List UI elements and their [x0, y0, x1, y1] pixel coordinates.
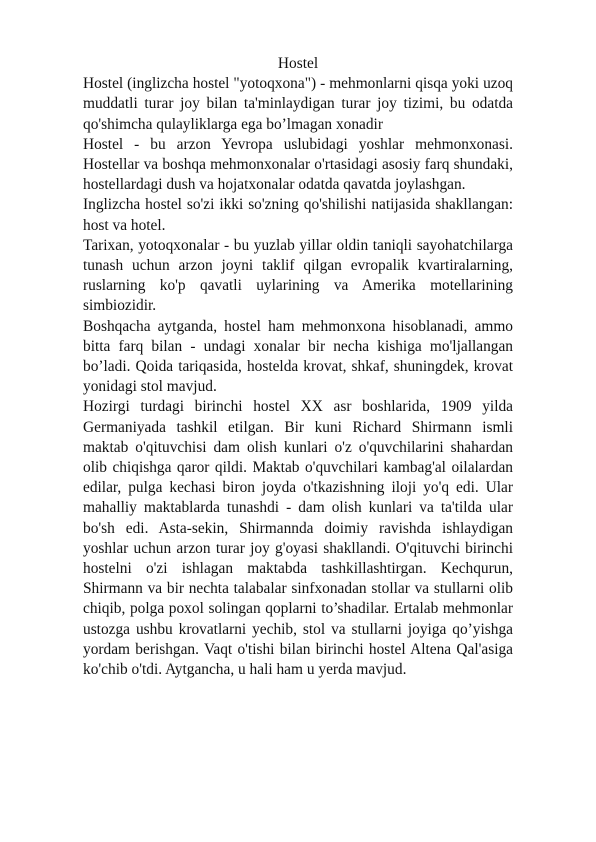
paragraph-history: Tarixan, yotoqxonalar - bu yuzlab yillar oldin taniqli sayohatchilarga tunash uchun arzon joyni taklif qilgan evropalik kvartiralarning, ruslarning ko'p qavatli uylarining va Amerika motellarining simbiozidir. — [83, 236, 513, 315]
paragraph-definition: Hostel (inglizcha hostel "yotoqxona") - mehmonlarni qisqa yoki uzoq muddatli turar joy bilan ta'minlaydigan turar joy tizimi, bu odatda qo'shimcha qulayliklarga ega bo’lmagan xonadir — [83, 75, 513, 133]
paragraph-etymology: Inglizcha hostel so'zi ikki so'zning qo'shilishi natijasida shakllangan: host va hotel. — [83, 196, 513, 234]
document-page — [83, 54, 513, 680]
paragraph-difference: Boshqacha aytganda, hostel ham mehmonxona hisoblanadi, ammo bitta farq bilan - undagi xonalar bir necha kishiga mo'ljallangan bo’ladi. Qoida tariqasida, hostelda krovat, shkaf, shuningdek, krovat yonidagi stol mavjud. — [83, 317, 513, 396]
document-title: Hostel — [277, 55, 319, 72]
paragraph-first-hostel: Hozirgi turdagi birinchi hostel XX asr boshlarida, 1909 yilda Germaniyada tashkil etilgan. Bir kuni Richard Shirmann ismli maktab o'qituvchisi dam olish kunlari o'z o'quvchilarini shahardan olib chiqishga qaror qildi. Maktab o'quvchilari kambag'al oilalardan edilar, pulga kechasi biron joyda o'tkazishning iloji yo'q edi. Ular mahalliy maktablarda tunashdi - dam olish kunlari va ta'tilda ular bo'sh edi. Asta-sekin, Shirmannda doimiy ravishda ishlaydigan yoshlar uchun arzon turar joy g'oyasi shakllandi. O'qituvchi birinchi hostelni o'zi ishlagan maktabda tashkillashtirgan. Kechqurun, Shirmann va bir nechta talabalar sinfxonadan stollar va stullarni olib chiqib, polga poxol solingan qoplarni to’shadilar. Ertalab mehmonlar ustozga ushbu krovatlarni yechib, stol va stullarni joyiga qo’yishga yordam berishgan. Vaqt o'tishi bilan birinchi hostel Altena Qal'asiga ko'chib o'tdi. Aytgancha, u hali ham u yerda mavjud. — [83, 398, 513, 679]
paragraph-youth-hostel: Hostel - bu arzon Yevropa uslubidagi yoshlar mehmonxonasi. Hostellar va boshqa mehmonxonalar o'rtasidagi asosiy farq shundaki, hostellardagi dush va hojatxonalar odatda qavatda joylashgan. — [83, 135, 513, 194]
